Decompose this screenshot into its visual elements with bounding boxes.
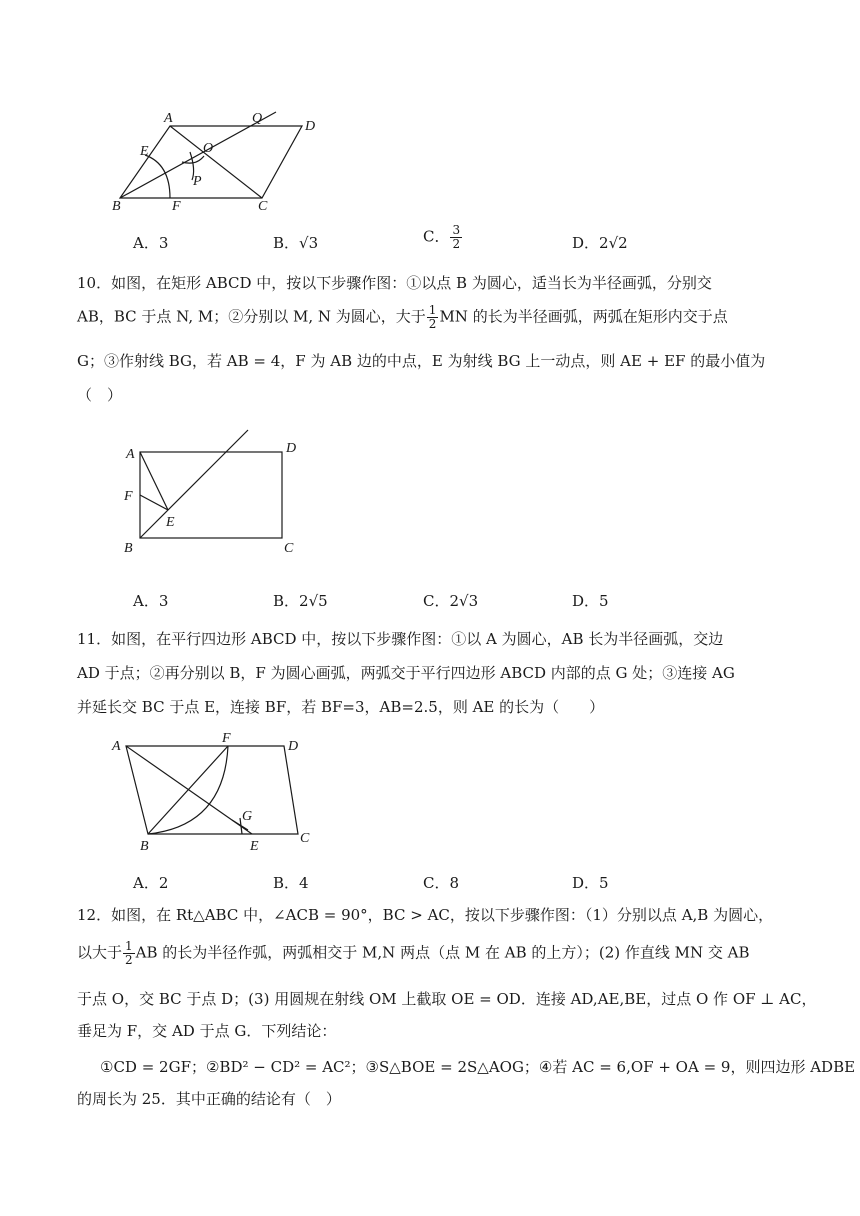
q9-option-d [572, 232, 628, 253]
q11-label: A [112, 739, 121, 754]
option-value: 2 [158, 874, 169, 892]
option-letter: B． [273, 234, 300, 252]
q11-label: F [222, 731, 231, 746]
option-value: 5 [599, 874, 609, 892]
q12-text-line: 垂足为 F，交 AD 于点 G．下列结论： [77, 1022, 337, 1040]
q10-text-line: 10．如图，在矩形 ABCD 中，按以下步骤作图：①以点 B 为圆心，适当长为半径画弧，分别交 [77, 274, 712, 292]
q11-option-a [133, 872, 168, 893]
q9-label: Q [252, 111, 263, 126]
q9-label: B [112, 199, 121, 214]
q10-option-b [273, 590, 328, 611]
q11-segment-bf [148, 746, 228, 834]
option-value: 5 [599, 592, 609, 610]
q10-label: E [166, 515, 175, 530]
q10-fraction: $\frac{1}{2}$ [428, 303, 437, 331]
q10-ray-bg [140, 430, 248, 538]
q10-label: A [126, 447, 135, 462]
q11-label: C [300, 831, 310, 846]
q10-label: D [286, 441, 297, 456]
q11-text-line: 并延长交 BC 于点 E，连接 BF，若 BF=3，AB=2.5，则 AE 的长为（ ） [77, 698, 605, 716]
option-value: 4 [299, 874, 309, 892]
option-value: √3 [299, 234, 319, 252]
q10-option-a [133, 590, 168, 611]
option-letter: B． [273, 874, 300, 892]
q11-option-b [273, 872, 309, 893]
q9-option-b [273, 232, 318, 253]
option-value: 2√3 [449, 592, 479, 610]
q12-text-line: 以大于 $\frac{1}{2}$ AB 的长为半径作弧，两弧相交于 M,N 两点（点 M 在 AB 的上方）；(2) 作直线 MN 交 AB [77, 939, 750, 967]
option-value: 2√2 [599, 234, 628, 252]
q9-label: C [258, 199, 268, 214]
q12-fraction: $\frac{1}{2}$ [125, 939, 133, 967]
q11-label: B [140, 839, 149, 854]
q9-label: O [203, 141, 214, 156]
option-letter: A． [133, 234, 159, 252]
q12-text-line: 12．如图，在 Rt△ABC 中，∠ACB = 90°，BC > AC，按以下步骤作图：（1）分别以点 A,B 为圆心， [77, 906, 774, 924]
q12-text-line: 于点 O，交 BC 于点 D；(3) 用圆规在射线 OM 上截取 OE = OD．连接 AD,AE,BE，过点 O 作 OF ⊥ AC， [77, 990, 817, 1008]
option-value: 8 [449, 874, 460, 892]
option-value: 2√5 [299, 592, 328, 610]
option-letter: A． [133, 592, 159, 610]
q10-option-c [423, 590, 478, 611]
q10-text-line: G；③作射线 BG，若 AB = 4，F 为 AB 边的中点，E 为射线 BG 上一动点，则 AE + EF 的最小值为 [77, 352, 766, 370]
option-letter: D． [572, 234, 600, 252]
option-letter: D． [572, 592, 600, 610]
option-letter: B． [273, 592, 300, 610]
q12-text-line: 的周长为 25．其中正确的结论有（ ） [77, 1090, 341, 1108]
option-letter: C． [423, 592, 450, 610]
q11-label: G [242, 809, 253, 824]
q11-label: D [288, 739, 299, 754]
q9-label: A [164, 111, 173, 126]
option-value: 3 [158, 234, 169, 252]
option-letter: C． [423, 874, 450, 892]
q11-option-c [423, 872, 459, 893]
option-letter: A． [133, 874, 159, 892]
q11-figure [104, 726, 330, 858]
q10-label: C [284, 541, 294, 556]
option-value: 3 [158, 592, 169, 610]
q9-label: P [193, 174, 202, 189]
q9-figure [100, 100, 340, 220]
q9-option-a [133, 232, 168, 253]
q11-option-d [572, 872, 609, 893]
q11-parallelogram [126, 746, 298, 834]
q11-label: E [250, 839, 259, 854]
q9-parallelogram [120, 126, 302, 198]
q10-option-d [572, 590, 609, 611]
option-letter: C． [423, 227, 450, 246]
q9-label: D [305, 119, 316, 134]
option-letter: D． [572, 874, 600, 892]
q12-text-line: ①CD = 2GF；②BD² − CD² = AC²；③S△BOE = 2S△AOG；④若 AC = 6,OF + OA = 9，则四边形 ADBE [100, 1058, 856, 1076]
q10-text-line: （ ） [77, 386, 123, 404]
q10-text-line: AB，BC 于点 N, M；②分别以 M, N 为圆心，大于 $\frac{1}{2}$ MN 的长为半径画弧，两弧在矩形内交于点 [77, 303, 728, 331]
q11-text-line: 11．如图，在平行四边形 ABCD 中，按以下步骤作图：①以 A 为圆心，AB 长为半径画弧，交边 [77, 630, 724, 648]
q9-label: E [140, 144, 149, 159]
option-fraction: $\frac{3}{2}$ [452, 223, 461, 251]
q10-label: B [124, 541, 133, 556]
q11-text-line: AD 于点；②再分别以 B，F 为圆心画弧，两弧交于平行四边形 ABCD 内部的点 G 处；③连接 AG [77, 664, 735, 682]
q10-figure [118, 402, 318, 562]
q9-option-c [423, 224, 463, 251]
q9-label: F [172, 199, 181, 214]
q10-label: F [124, 489, 133, 504]
q9-arc-ef [145, 155, 170, 198]
q10-segment-ae [140, 452, 168, 510]
